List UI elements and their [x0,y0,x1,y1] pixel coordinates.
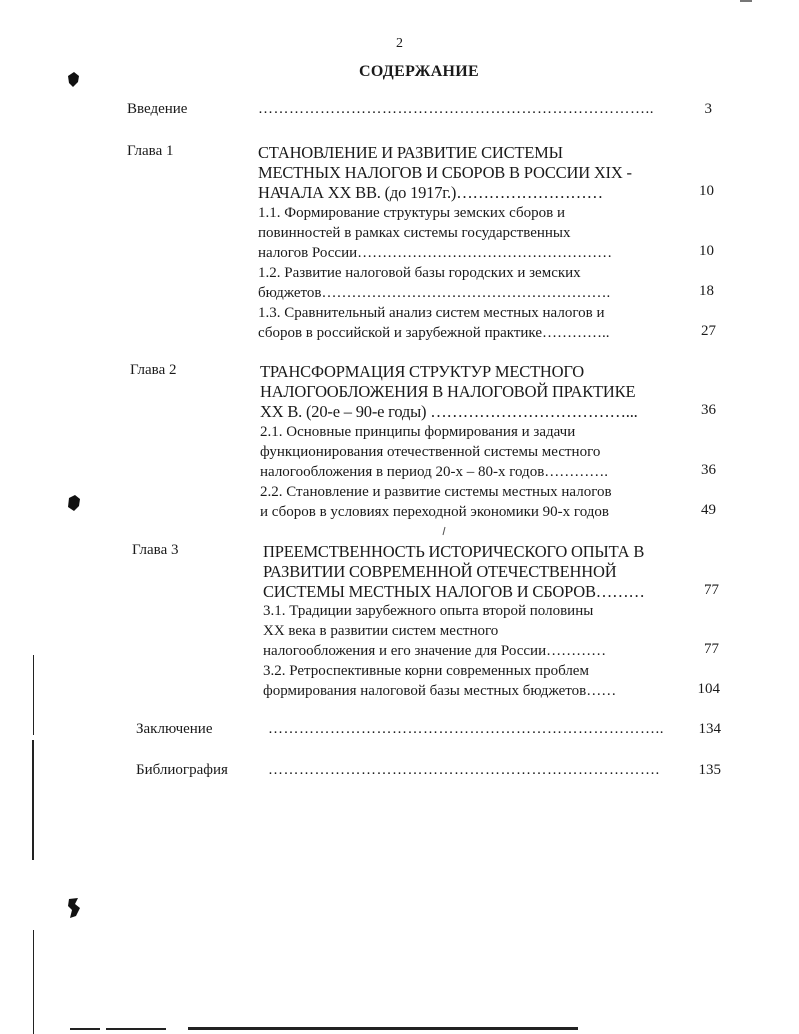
section-line: 3.2. Ретроспективные корни современных проблем [263,663,589,679]
section-line: 1.3. Сравнительный анализ систем местных налогов и [258,305,605,321]
section-line: функционирования отечественной системы местного [260,444,601,460]
section-line: 1.1. Формирование структуры земских сборов и [258,205,566,221]
toc-dots-intro: ………………………………………………………………….. [258,101,654,117]
scan-smudge-icon [64,494,84,514]
section-1-2 [258,263,678,303]
section-page: 10 [699,243,714,259]
chapter-heading [263,542,683,602]
toc-dots-bibliography: …………………………………………………………………. [268,762,660,778]
toc-page-bibliography: 135 [698,762,721,778]
section-2-2 [260,482,680,522]
section-line: 3.1. Традиции зарубежного опыта второй половины [263,603,594,619]
toc-label-bibliography: Библиография [136,762,228,778]
section-line: 2.1. Основные принципы формирования и задачи [260,424,576,440]
section-page: 77 [704,641,719,657]
section-line: бюджетов…………………………………………………. [258,285,611,301]
scan-edge-line [188,1027,578,1030]
scan-edge-line [33,930,34,1034]
section-line: XX века в развитии систем местного [263,623,499,639]
section-line: налогообложения в период 20-х – 80-х годов…………. [260,464,609,480]
toc-label-intro: Введение [127,101,188,117]
chapter-heading-line: НАЧАЛА XX ВВ. (до 1917г.)……………………… [258,183,603,202]
chapter-page: 36 [701,402,716,418]
scan-smudge-icon [64,70,84,90]
section-1-1 [258,203,678,263]
section-page: 18 [699,283,714,299]
section-line: и сборов в условиях переходной экономики 90-х годов [260,504,609,520]
chapter-heading-line: ТРАНСФОРМАЦИЯ СТРУКТУР МЕСТНОГО [260,362,584,381]
section-line: сборов в российской и зарубежной практике………….. [258,325,610,341]
section-line: формирования налоговой базы местных бюджетов…… [263,683,617,699]
toc-dots-conclusion: ………………………………………………………………….. [268,721,664,737]
toc-label-conclusion: Заключение [136,721,213,737]
scan-smudge-icon [66,896,84,920]
section-3-2 [263,661,683,701]
chapter-heading-line: НАЛОГООБЛОЖЕНИЯ В НАЛОГОВОЙ ПРАКТИКЕ [260,382,636,401]
chapter-label: Глава 2 [130,362,177,378]
chapter-heading-line: РАЗВИТИИ СОВРЕМЕННОЙ ОТЕЧЕСТВЕННОЙ [263,562,617,581]
page-title: СОДЕРЖАНИЕ [358,63,480,80]
section-line: налогов России…………………………………………… [258,245,613,261]
chapter-heading-line: ПРЕЕМСТВЕННОСТЬ ИСТОРИЧЕСКОГО ОПЫТА В [263,542,645,561]
section-line: налогообложения и его значение для России………… [263,643,607,659]
section-line: 2.2. Становление и развитие системы местных налогов [260,484,612,500]
chapter-heading-line: XX В. (20-е – 90-е годы) ………………………………... [260,402,638,421]
section-page: 49 [701,502,716,518]
chapter-heading-line: СИСТЕМЫ МЕСТНЫХ НАЛОГОВ И СБОРОВ……… [263,582,645,601]
scan-edge-line [106,1028,166,1030]
section-line: 1.2. Развитие налоговой базы городских и земских [258,265,581,281]
chapter-heading [260,362,680,422]
toc-page-conclusion: 134 [698,721,721,737]
scan-edge-line [70,1028,100,1030]
chapter-page: 77 [704,582,719,598]
section-1-3 [258,303,678,343]
section-line: повинностей в рамках системы государственных [258,225,571,241]
chapter-label: Глава 1 [127,143,174,159]
section-2-1 [260,422,680,482]
scan-edge-line [32,740,34,860]
section-page: 27 [701,323,716,339]
toc-page-intro: 3 [704,101,712,117]
page-number: 2 [396,36,403,51]
chapter-label: Глава 3 [132,542,179,558]
section-page: 36 [701,462,716,478]
scan-edge-line [740,0,752,2]
chapter-heading-line: СТАНОВЛЕНИЕ И РАЗВИТИЕ СИСТЕМЫ [258,143,563,162]
scan-speck-icon [440,526,448,536]
chapter-heading-line: МЕСТНЫХ НАЛОГОВ И СБОРОВ В РОССИИ XIX - [258,163,632,182]
section-3-1 [263,601,683,661]
section-page: 104 [697,681,720,697]
scan-edge-line [33,655,34,735]
chapter-page: 10 [699,183,714,199]
chapter-heading [258,143,678,203]
